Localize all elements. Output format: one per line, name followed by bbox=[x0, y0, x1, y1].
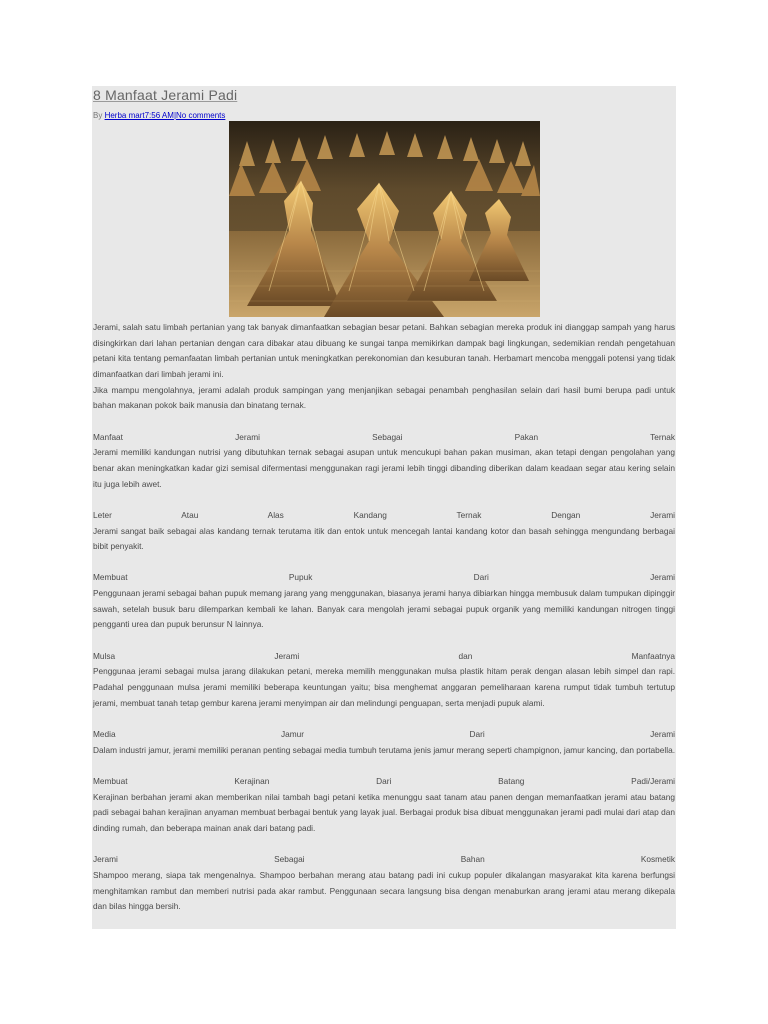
body-paragraph: Jerami sangat baik sebagai alas kandang ternak terutama itik dan entok untuk mencegah lantai kandang kotor dan basah sehingga mengundang berbagai bibit penyakit. bbox=[93, 525, 675, 552]
paragraph-spacer bbox=[93, 555, 675, 571]
section-heading: Leter Atau Alas Kandang Ternak Dengan Jerami bbox=[93, 509, 675, 520]
body-paragraph: Kerajinan berbahan jerami akan memberikan nilai tambah bagi petani ketika menunggu saat tanam atau panen dengan memanfaatkan jerami atau batang padi sebagai bahan kerajinan anyaman membuat berbagai bentuk yang layak jual. Berbagai produk bisa dibuat menggunakan jerami padi mulai dari atap dan dinding rumah, dan beberapa mainan anak dari batang padi. bbox=[93, 791, 675, 833]
byline-prefix: By bbox=[93, 111, 105, 120]
byline-separator: | bbox=[173, 111, 177, 120]
paragraph-spacer bbox=[93, 837, 675, 853]
body-paragraph: Penggunaa jerami sebagai mulsa jarang dilakukan petani, mereka memilih menggunakan mulsa plastik hitam perak dengan alasan lebih simpel dan rapi. Padahal penggunaan mulsa jerami memiliki beberapa keuntungan yaitu; bisa menghemat anggaran pemeliharaan karena rumput tidak tumbuh tertutup jerami, membuat tanah tetap gembur karena jerami menyimpan air dan melindungi penguapan, serta menjadi pupuk alami. bbox=[93, 666, 675, 708]
paragraph-spacer bbox=[93, 633, 675, 649]
section-heading: Membuat Pupuk Dari Jerami bbox=[93, 572, 675, 583]
body-paragraph: Dalam industri jamur, jerami memiliki peranan penting sebagai media tumbuh terutama jenis jamur merang seperti champignon, jamur kancing, dan portabella. bbox=[93, 744, 675, 755]
body-paragraph: Jerami memiliki kandungan nutrisi yang dibutuhkan ternak sebagai asupan untuk mencukupi bahan pakan musiman, akan tetapi dengan pengolahan yang benar akan meningkatkan kadar gizi semisal difermentasi menggunakan ragi jerami lebih tinggi dibanding diberikan dalam keadaan segar atau kering selain itu juga lebih awet. bbox=[93, 447, 675, 489]
body-paragraph: Shampoo merang, siapa tak mengenalnya. Shampoo berbahan merang atau batang padi ini cukup populer dikalangan masyarakat kita karena berfungsi menghitamkan rambut dan memberi nutrisi pada akar rambut. Penggunaan secara langsung bisa dengan menaburkan arang jerami atau merang dikepala dan bilas hingga bersih. bbox=[93, 869, 675, 912]
article-title[interactable]: 8 Manfaat Jerami Padi bbox=[93, 87, 238, 103]
section-heading: Membuat Kerajinan Dari Batang Padi/Jerami bbox=[93, 775, 675, 786]
rice-straw-sheaves-photo bbox=[229, 121, 540, 317]
section-heading: Manfaat Jerami Sebagai Pakan Ternak bbox=[93, 431, 675, 442]
article-body bbox=[93, 320, 675, 915]
section-heading: Media Jamur Dari Jerami bbox=[93, 728, 675, 739]
body-paragraph: Penggunaan jerami sebagai bahan pupuk memang jarang yang menggunakan, biasanya jerami hanya dibiarkan hingga membusuk dalam tumpukan dipinggir sawah, setelah busuk baru dilemparkan kembali ke lahan. Banyak cara mengolah jerami sebagai pupuk organik yang memiliki kandungan nitrogen tinggi pengganti urea dan pupuk berunsur N lainnya. bbox=[93, 588, 675, 630]
paragraph-spacer bbox=[93, 492, 675, 508]
author-link[interactable]: Herba mart bbox=[104, 111, 145, 120]
paragraph-spacer bbox=[93, 414, 675, 430]
comments-link[interactable]: No comments bbox=[176, 111, 226, 120]
section-heading: Mulsa Jerami dan Manfaatnya bbox=[93, 650, 675, 661]
article-byline bbox=[93, 111, 225, 120]
section-heading: Jerami Sebagai Bahan Kosmetik bbox=[93, 854, 675, 865]
paragraph-spacer bbox=[93, 711, 675, 727]
post-time-link[interactable]: 7:56 AM bbox=[144, 111, 174, 120]
paragraph-spacer bbox=[93, 758, 675, 774]
body-paragraph: Jerami, salah satu limbah pertanian yang tak banyak dimanfaatkan sebagian besar petani. Bahkan sebagian mereka produk ini dianggap sampah yang harus disingkirkan dari lahan pertanian dengan cara dibakar atau dibuang ke sungai tanpa memikirkan dampak bagi lingkungan, sedemikian rendah pengetahuan petani kita tentang pemanfaatan limbah pertanian untuk meningkatkan perekonomian dan kesuburan tanah. Herbamart mencoba menggali potensi yang tidak dimanfaatkan dari limbah jerami ini. bbox=[93, 322, 675, 379]
body-paragraph: Jika mampu mengolahnya, jerami adalah produk sampingan yang menjanjikan sebagai penambah penghasilan selain dari hasil bumi berupa padi untuk bahan makanan pokok baik manusia dan binatang ternak. bbox=[93, 384, 675, 411]
